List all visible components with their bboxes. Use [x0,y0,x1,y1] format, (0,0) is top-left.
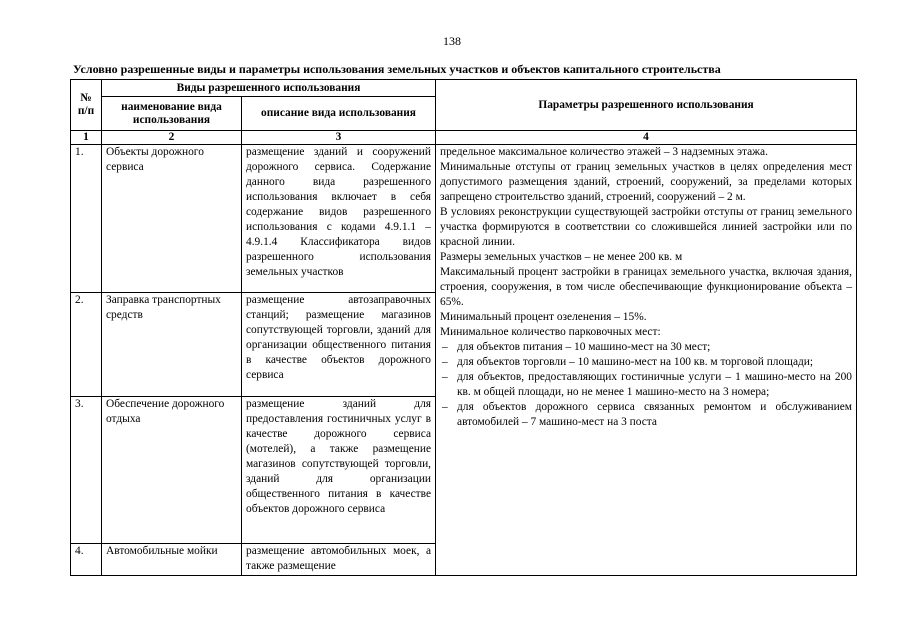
row-description: размещение зданий и сооружений дорожного сервиса. Содержание данного вида разрешенного использования включает в себя содержание видов разрешенного использования с кодами 4.9.1.1 – 4.9.1.4 Классификатора видов разрешенного использования земельных участков [242,145,436,293]
column-number-row [71,131,857,145]
header-row-1 [71,80,857,97]
column-number: 1 [71,131,102,145]
parking-list [440,340,852,430]
document-title: Условно разрешенные виды и параметры использования земельных участков и объектов капитального строительства [73,62,721,76]
parking-item: – для объектов дорожного сервиса связанных ремонтом и обслуживанием автомобилей – 7 машино-мест на 3 поста [440,400,852,430]
column-number: 4 [436,131,857,145]
parameters-cell [436,145,857,576]
row-number: 2. [71,293,102,397]
row-description: размещение автозаправочных станций; размещение магазинов сопутствующей торговли, зданий для организации общественного питания в качестве объектов дорожного сервиса [242,293,436,397]
row-name: Заправка транспортных средств [102,293,242,397]
row-description: размещение автомобильных моек, а также размещение [242,544,436,576]
column-number: 2 [102,131,242,145]
parameter-paragraph: Минимальное количество парковочных мест: [440,326,661,338]
row-name: Объекты дорожного сервиса [102,145,242,293]
land-use-table [70,79,857,576]
header-name: наименование вида использования [102,97,242,131]
parameter-paragraph: Максимальный процент застройки в границах земельного участка, включая здания, строения, сооружения, в том числе обеспечивающие функционирование объекта – 65%. [440,266,853,308]
header-types-group: Виды разрешенного использования [102,80,436,97]
row-name: Обеспечение дорожного отдыха [102,397,242,544]
parking-item: – для объектов питания – 10 машино-мест на 30 мест; [440,340,852,355]
parameter-paragraph: предельное максимальное количество этажей – 3 надземных этажа. [440,146,768,158]
header-params: Параметры разрешенного использования [436,80,857,131]
column-number: 3 [242,131,436,145]
row-number: 1. [71,145,102,293]
row-number: 3. [71,397,102,544]
parking-item: – для объектов торговли – 10 машино-мест на 100 кв. м торговой площади; [440,355,852,370]
parking-item: – для объектов, предоставляющих гостиничные услуги – 1 машино-место на 200 кв. м общей площади, но не менее 1 машино-место на 3 номера; [440,370,852,400]
parameter-paragraph: Минимальные отступы от границ земельных участков в целях определения мест допустимого размещения зданий, строений, сооружений, за пределами которых запрещено строительство зданий, строений, сооружений – 2 м. [440,161,853,203]
page-number: 138 [443,34,461,48]
header-description: описание вида использования [242,97,436,131]
row-description: размещение зданий для предоставления гостиничных услуг в качестве дорожного сервиса (мотелей), а также размещение магазинов сопутствующей торговли, зданий для организации общественного питания в качестве объектов дорожного сервиса [242,397,436,544]
row-number: 4. [71,544,102,576]
parameter-paragraph: Минимальный процент озеленения – 15%. [440,311,647,323]
parameter-paragraph: Размеры земельных участков – не менее 200 кв. м [440,251,683,263]
parameter-paragraph: В условиях реконструкции существующей застройки отступы от границ земельного участка формируются в соответствии со сложившейся линией застройки или по красной линии. [440,206,853,248]
table-row [71,145,857,293]
header-num: № п/п [71,80,102,131]
row-name: Автомобильные мойки [102,544,242,576]
